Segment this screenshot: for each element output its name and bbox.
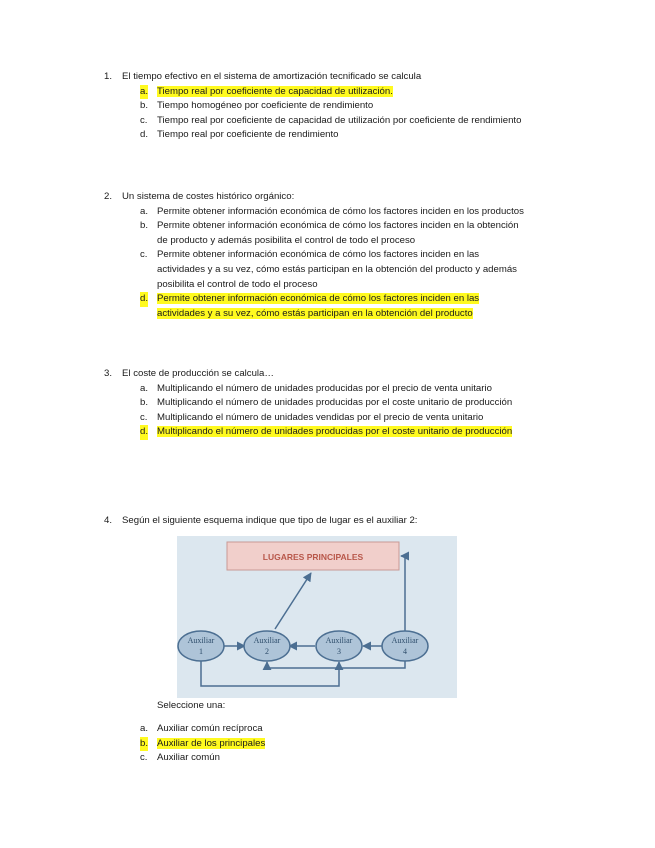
question-1 [104,70,524,143]
question-text: El coste de producción se calcula… [122,368,274,379]
option-text: Multiplicando el número de unidades producidas por el precio de venta unitario [157,382,492,394]
option-text: Multiplicando el número de unidades vendidas por el precio de venta unitario [157,411,484,423]
option-text: Auxiliar de los principales [157,737,266,749]
option-letter: a. [140,85,148,100]
question-text: Según el siguiente esquema indique que tipo de lugar es el auxiliar 2: [122,515,418,526]
option-d[interactable] [104,128,524,143]
option-b[interactable] [104,219,524,248]
option-c[interactable] [104,751,524,766]
option-list [104,205,524,322]
question-3 [104,367,524,440]
option-letter: c. [140,249,148,261]
principal-places-label: LUGARES PRINCIPALES [262,552,364,562]
option-list [104,722,524,766]
node-auxiliar-4 [382,631,428,661]
option-list [104,382,524,440]
option-letter: b. [140,100,149,112]
option-list [104,85,524,143]
node-auxiliar-3 [316,631,362,661]
option-letter: d. [140,425,148,440]
question-2-heading [104,190,524,205]
question-number: 3. [104,368,113,379]
option-letter: a. [140,382,149,394]
node-number: 3 [337,647,341,656]
question-number: 2. [104,191,113,202]
question-2 [104,190,524,321]
option-text: Auxiliar común [157,752,220,764]
arrow-aux1-to-aux3 [201,660,339,686]
option-letter: b. [140,220,149,232]
option-c[interactable] [104,248,524,292]
question-number: 1. [104,71,113,82]
option-text: Permite obtener información económica de cómo los factores inciden en las actividades y a su vez, cómo estás participan en la obtención del producto y además posibilita el control de todo el proceso [157,249,517,290]
arrow-aux4-to-principal [401,556,405,632]
option-a[interactable] [104,205,524,220]
option-letter: d. [140,292,148,307]
node-label: Auxiliar [391,636,419,645]
question-4 [104,514,524,529]
question-text: Un sistema de costes histórico orgánico: [122,191,295,202]
arrow-aux2-to-principal [275,573,311,629]
option-letter: b. [140,737,148,752]
node-label: Auxiliar [187,636,215,645]
option-letter: a. [140,723,149,734]
option-text: Multiplicando el número de unidades producidas por el coste unitario de producción [157,397,513,409]
option-d[interactable] [104,292,524,321]
option-text: Multiplicando el número de unidades producidas por el coste unitario de producción [157,426,513,438]
option-c[interactable] [104,114,524,129]
option-letter: a. [140,205,149,217]
option-letter: c. [140,411,148,423]
option-letter: c. [140,114,148,126]
option-text: Permite obtener información económica de cómo los factores inciden en los productos [157,205,524,217]
question-4-options [104,722,524,766]
node-auxiliar-1 [178,631,224,661]
option-text: Permite obtener información económica de cómo los factores inciden en las actividades y a su vez, cómo estás participan en la obtención del producto [157,293,480,319]
option-text: Tiempo real por coeficiente de capacidad de utilización. [157,85,393,97]
option-letter: c. [140,752,148,764]
option-letter: d. [140,129,149,141]
option-text: Permite obtener información económica de cómo los factores inciden en la obtención de producto y además posibilita el control de todo el proceso [157,220,519,246]
node-label: Auxiliar [325,636,353,645]
question-text: El tiempo efectivo en el sistema de amortización tecnificado se calcula [122,71,422,82]
option-a[interactable] [104,382,524,397]
option-c[interactable] [104,411,524,426]
option-a[interactable] [104,722,524,737]
node-auxiliar-2 [244,631,290,661]
select-prompt: Seleccione una: [157,700,226,711]
question-number: 4. [104,515,113,526]
question-3-heading [104,367,524,382]
option-a[interactable] [104,85,524,100]
question-1-heading [104,70,524,85]
question-4-heading [104,514,524,529]
option-text: Tiempo real por coeficiente de capacidad de utilización por coeficiente de rendimiento [157,114,522,126]
option-d[interactable] [104,425,524,440]
node-label: Auxiliar [253,636,281,645]
node-number: 2 [265,647,269,656]
option-text: Auxiliar común recíproca [157,723,263,734]
option-b[interactable] [104,396,524,411]
node-number: 1 [199,647,203,656]
flow-diagram [177,536,457,698]
diagram-svg [177,536,457,698]
option-letter: b. [140,397,149,409]
option-b[interactable] [104,737,524,752]
node-number: 4 [403,647,407,656]
option-b[interactable] [104,99,524,114]
option-text: Tiempo homogéneo por coeficiente de rendimiento [157,100,374,112]
option-text: Tiempo real por coeficiente de rendimiento [157,129,339,141]
